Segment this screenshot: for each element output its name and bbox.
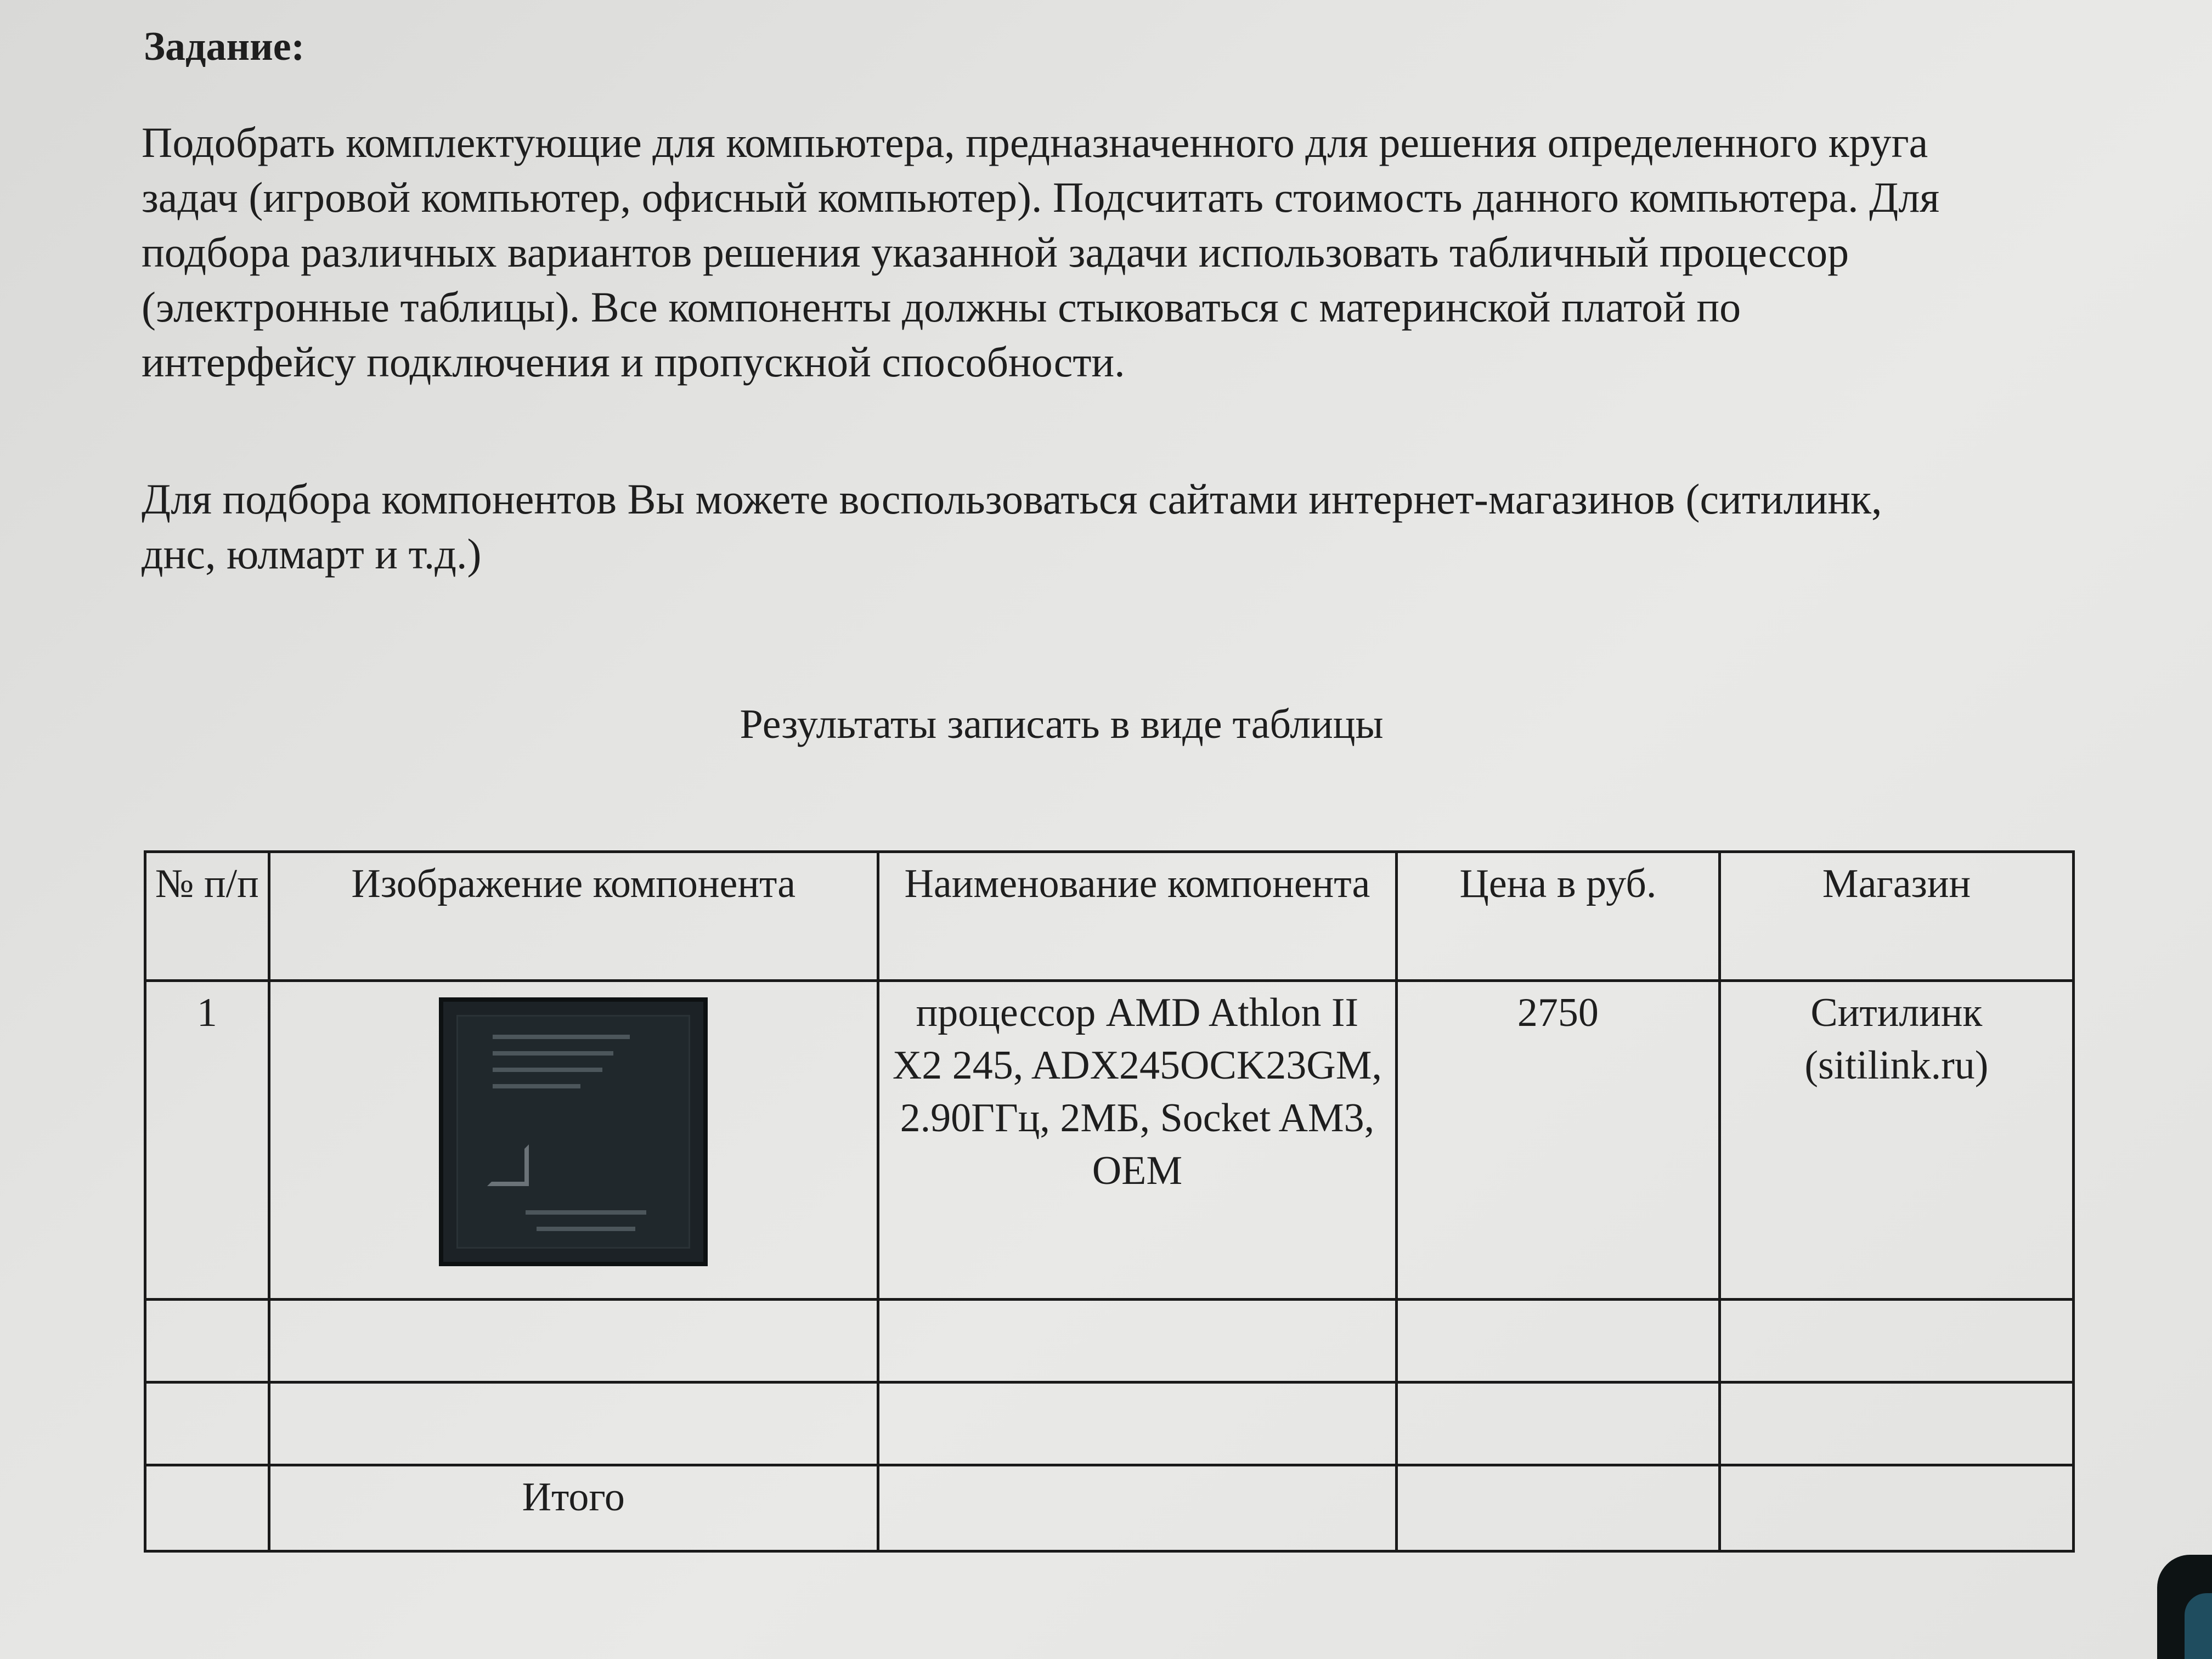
table-row xyxy=(145,1383,2074,1465)
device-corner xyxy=(2157,1555,2212,1659)
row-number: 1 xyxy=(145,981,269,1300)
total-label: Итого xyxy=(269,1465,878,1551)
table-row xyxy=(145,1300,2074,1383)
component-store: Ситилинк (sitilink.ru) xyxy=(1719,981,2073,1300)
header-number: № п/п xyxy=(145,852,269,981)
table-caption: Результаты записать в виде таблицы xyxy=(740,701,1384,747)
header-price: Цена в руб. xyxy=(1397,852,1720,981)
header-image: Изображение компонента xyxy=(269,852,878,981)
task-heading: Задание: xyxy=(144,24,305,69)
table-header-row xyxy=(145,852,2074,981)
component-image-cell xyxy=(269,981,878,1300)
results-table xyxy=(144,850,2075,1553)
component-price: 2750 xyxy=(1397,981,1720,1300)
component-name: процессор AMD Athlon II X2 245, ADX245OCK23GM, 2.90ГГц, 2МБ, Socket AM3, OEM xyxy=(878,981,1396,1300)
table-row xyxy=(145,981,2074,1300)
amd-cpu-image xyxy=(439,997,708,1266)
header-store: Магазин xyxy=(1719,852,2073,981)
task-hint-paragraph: Для подбора компонентов Вы можете воспользоваться сайтами интернет-магазинов (ситилинк, днс, юлмарт и т.д.) xyxy=(142,475,1882,578)
total-row xyxy=(145,1465,2074,1551)
task-paragraph: Подобрать комплектующие для компьютера, предназначенного для решения определенного круга задач (игровой компьютер, офисный компьютер). Подсчитать стоимость данного компьютера. Для подбора различных вариантов решения указанной задачи использовать табличный процессор (электронные таблицы). Все компоненты должны стыковаться с материнской платой по интерфейсу подключения и пропускной способности. xyxy=(142,119,1940,386)
header-name: Наименование компонента xyxy=(878,852,1396,981)
